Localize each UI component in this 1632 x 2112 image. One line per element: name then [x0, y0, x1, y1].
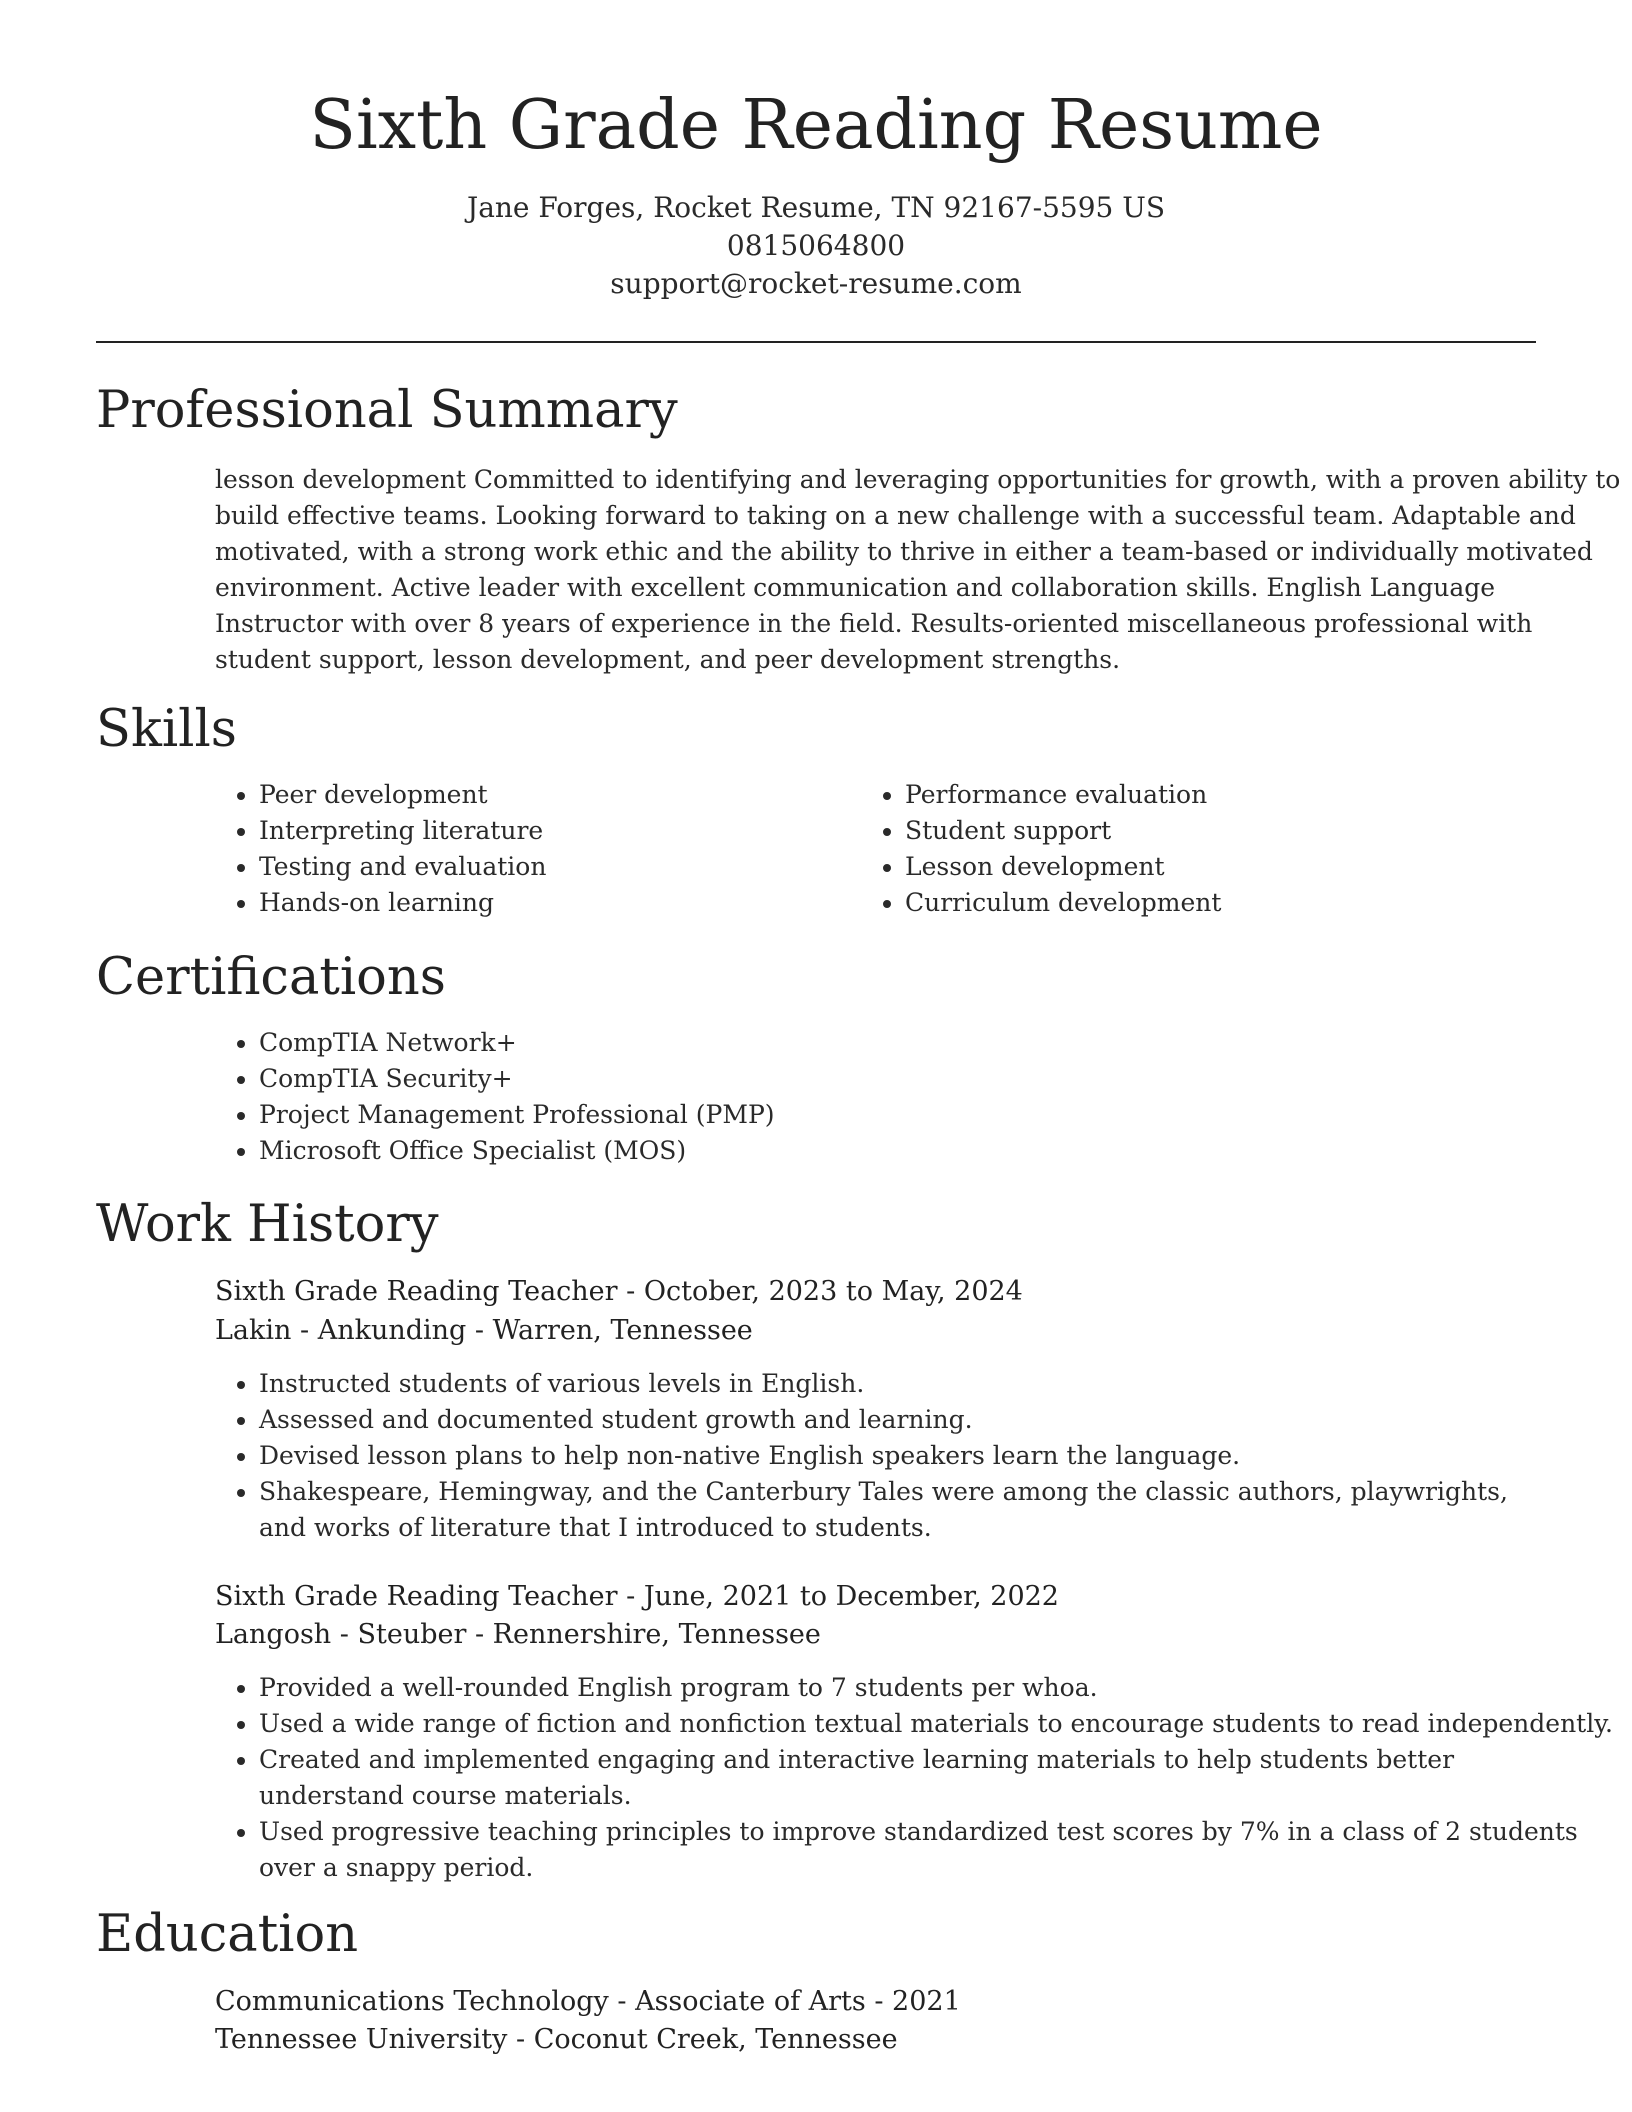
education-degree-line: Communications Technology - Associate of Arts - 2021 — [215, 1986, 961, 2017]
job-company: Lakin - Ankunding — [215, 1315, 467, 1346]
summary-line: lesson development Committed to identifying and leveraging opportunities for growth, with a proven ability to — [215, 465, 1621, 494]
education-heading: Education — [96, 1905, 359, 1964]
certifications-heading: Certifications — [96, 948, 446, 1007]
education-location: - Coconut Creek, Tennessee — [507, 2024, 898, 2055]
job-bullet: • Instructed students of various levels in English. — [259, 1366, 1545, 1402]
summary-line: build effective teams. Looking forward to taking on a new challenge with a successful team. Adaptable and — [215, 501, 1576, 530]
skill-item: • Student support — [905, 813, 1505, 849]
job-bullet: • Assessed and documented student growth and learning. — [259, 1402, 1545, 1438]
job-bullet: • Used a wide range of fiction and nonfiction textual materials to encourage students to read independently. — [259, 1706, 1589, 1742]
header-divider — [96, 341, 1536, 343]
job-company-line — [215, 1616, 821, 1654]
education-school-line — [215, 2021, 898, 2059]
summary-text — [215, 462, 1621, 678]
certification-item: • Microsoft Office Specialist (MOS) — [259, 1133, 1459, 1169]
job-bullet: • Provided a well-rounded English program to 7 students per whoa. — [259, 1670, 1589, 1706]
skill-item: • Performance evaluation — [905, 777, 1505, 813]
job-title-line — [215, 1578, 1059, 1616]
job-role: Sixth Grade Reading Teacher — [215, 1276, 618, 1307]
job-title-line — [215, 1273, 1023, 1311]
certification-item: • CompTIA Network+ — [259, 1025, 1459, 1061]
job-bullet: • Used progressive teaching principles to improve standardized test scores by 7% in a class of 2 students over a snappy period. — [259, 1814, 1589, 1886]
summary-line: Instructor with over 8 years of experience in the field. Results-oriented miscellaneous professional with — [215, 609, 1533, 638]
skills-heading: Skills — [96, 700, 237, 759]
job-role: Sixth Grade Reading Teacher — [215, 1581, 618, 1612]
skill-item: • Testing and evaluation — [259, 849, 859, 885]
summary-heading: Professional Summary — [96, 381, 678, 440]
certifications-list — [215, 1025, 1459, 1169]
skill-item: • Curriculum development — [905, 885, 1505, 921]
job-location: - Warren, Tennessee — [466, 1315, 753, 1346]
skill-item: • Hands-on learning — [259, 885, 859, 921]
contact-email: support@rocket-resume.com — [610, 267, 1022, 300]
contact-address: Jane Forges, Rocket Resume, TN 92167-5595 US — [466, 191, 1166, 224]
certification-item: • Project Management Professional (PMP) — [259, 1097, 1459, 1133]
summary-line: student support, lesson development, and peer development strengths. — [215, 645, 1121, 674]
skills-list-left — [215, 777, 859, 921]
contact-phone: 0815064800 — [726, 229, 906, 262]
summary-line: motivated, with a strong work ethic and the ability to thrive in either a team-based or individually motivated — [215, 537, 1593, 566]
skills-list-right — [861, 777, 1505, 921]
work-history-heading: Work History — [96, 1195, 439, 1254]
education-school: Tennessee University — [215, 2024, 508, 2055]
skill-item: • Lesson development — [905, 849, 1505, 885]
job-company-line — [215, 1312, 753, 1350]
job-company: Langosh - Steuber — [215, 1619, 467, 1650]
resume-title: Sixth Grade Reading Resume — [309, 86, 1323, 165]
job-dates: - October, 2023 to May, 2024 — [617, 1276, 1023, 1307]
job-location: - Rennershire, Tennessee — [466, 1619, 821, 1650]
job-bullets — [215, 1366, 1545, 1546]
job-bullet: • Shakespeare, Hemingway, and the Canterbury Tales were among the classic authors, playwrights, and works of literature that I introduced to students. — [259, 1474, 1545, 1546]
certification-item: • CompTIA Security+ — [259, 1061, 1459, 1097]
summary-line: environment. Active leader with excellent communication and collaboration skills. English Language — [215, 573, 1496, 602]
job-bullets — [215, 1670, 1613, 1886]
job-bullet: • Devised lesson plans to help non-native English speakers learn the language. — [259, 1438, 1545, 1474]
skill-item: • Peer development — [259, 777, 859, 813]
job-dates: - June, 2021 to December, 2022 — [617, 1581, 1059, 1612]
skill-item: • Interpreting literature — [259, 813, 859, 849]
job-bullet: • Created and implemented engaging and interactive learning materials to help students better understand course materials. — [259, 1742, 1589, 1814]
